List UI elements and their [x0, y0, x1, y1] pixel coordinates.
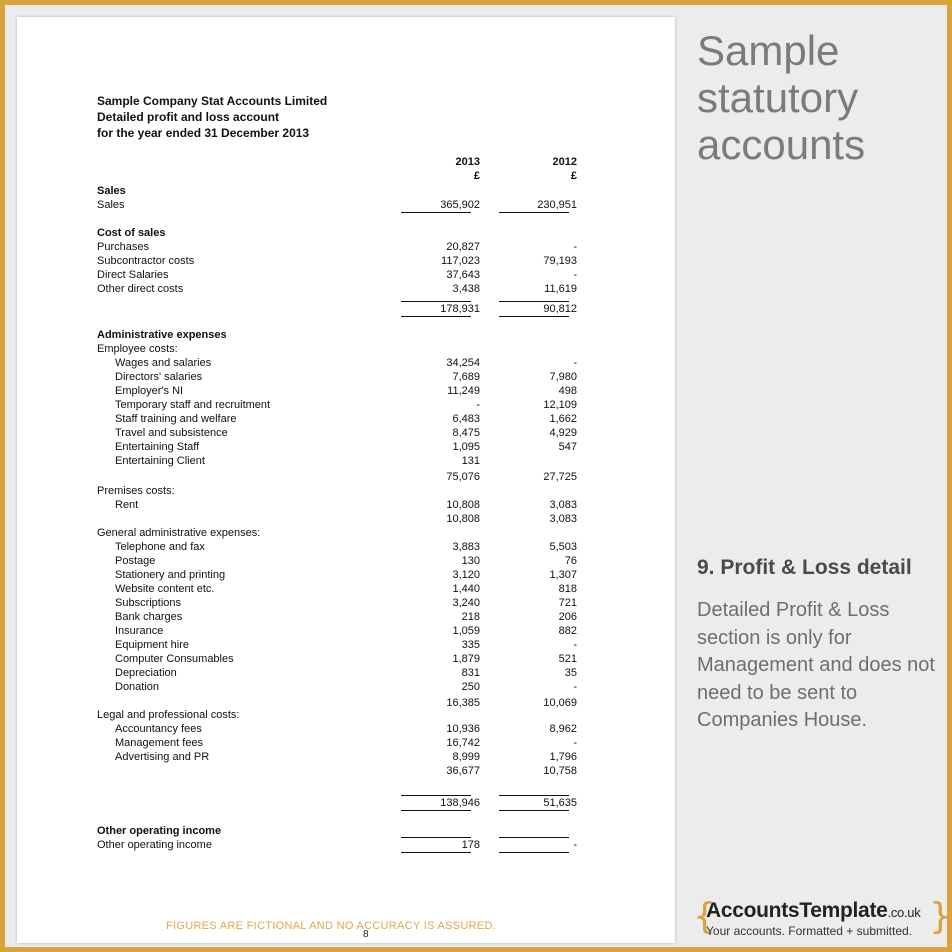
brace-right-icon: } [929, 896, 952, 937]
value-2012: - [573, 241, 577, 253]
total-rule-line [499, 837, 569, 838]
line-item-row [17, 680, 675, 694]
value-2012: - [573, 269, 577, 281]
line-item-row [17, 666, 675, 680]
brace-left-icon: { [693, 896, 716, 937]
side-title-line: Sample [697, 27, 840, 74]
line-label: Wages and salaries [115, 357, 212, 369]
total-rule-line [499, 810, 569, 811]
line-item-row [17, 426, 675, 440]
line-label: General administrative expenses: [97, 527, 261, 539]
line-label: Computer Consumables [115, 653, 234, 665]
value-2012: - [573, 737, 577, 749]
value-2012: 76 [564, 555, 577, 567]
value-2012: 11,619 [544, 283, 577, 295]
value-2012: 90,812 [543, 303, 577, 315]
subtotal-row [17, 796, 675, 810]
line-label: Donation [115, 681, 160, 693]
value-2013: 10,808 [446, 513, 480, 525]
value-2013: 10,936 [446, 723, 480, 735]
value-2012: 79,193 [543, 255, 577, 267]
line-item-row [17, 638, 675, 652]
value-2012: 5,503 [549, 541, 577, 553]
disclaimer: FIGURES ARE FICTIONAL AND NO ACCURACY IS ASSURED. [166, 920, 497, 932]
line-item-row [17, 540, 675, 554]
value-2012: 721 [558, 597, 577, 609]
line-item-row [17, 454, 675, 468]
value-2013: 1,059 [452, 625, 480, 637]
total-rule-line [401, 301, 471, 302]
value-2012: 12,109 [543, 399, 577, 411]
line-item-row [17, 484, 675, 498]
column-header-2012 [507, 155, 577, 183]
total-rule-line [499, 301, 569, 302]
line-item-row [17, 610, 675, 624]
subtotal-row [17, 470, 675, 484]
section-description: Detailed Profit & Loss section is only for Management and does not need to be sent to Companies House. [697, 599, 935, 731]
line-label: Cost of sales [97, 227, 166, 239]
line-item-row [17, 652, 675, 666]
value-2013: 16,385 [446, 697, 480, 709]
value-2012: - [573, 681, 577, 693]
value-2012: 7,980 [549, 371, 577, 383]
value-2013: 250 [461, 681, 480, 693]
brand-name-text: AccountsTemplate [706, 899, 888, 922]
column-year: 2013 [455, 156, 480, 168]
value-2012: 27,725 [543, 471, 577, 483]
subtotal-row [17, 302, 675, 316]
line-label: Direct Salaries [97, 269, 169, 281]
value-2013: 1,879 [452, 653, 480, 665]
line-label: Postage [115, 555, 156, 567]
value-2013: 365,902 [440, 199, 480, 211]
line-item-row [17, 526, 675, 540]
page-number: 8 [363, 929, 369, 940]
section-heading: 9. Profit & Loss detail [697, 556, 912, 579]
column-unit: £ [473, 170, 480, 182]
value-2012: 3,083 [549, 513, 577, 525]
total-rule-line [401, 810, 471, 811]
total-rule-line [401, 852, 471, 853]
value-2012: - [573, 357, 577, 369]
value-2012: 35 [564, 667, 577, 679]
brand-tld: .co.uk [887, 905, 921, 920]
line-label: Administrative expenses [97, 329, 227, 341]
total-rule-line [499, 212, 569, 213]
value-2013: 130 [461, 555, 480, 567]
line-item-row [17, 342, 675, 356]
brand-name [706, 899, 920, 923]
value-2012: 10,758 [543, 765, 577, 777]
line-label: Website content etc. [115, 583, 215, 595]
line-label: Insurance [115, 625, 164, 637]
value-2012: 1,307 [549, 569, 577, 581]
line-label: Other operating income [97, 839, 212, 851]
statement-header [97, 93, 327, 141]
value-2012: 1,796 [549, 751, 577, 763]
value-2013: 34,254 [446, 357, 480, 369]
value-2012: 230,951 [537, 199, 577, 211]
section-heading-row [17, 328, 675, 342]
line-item-row [17, 254, 675, 268]
line-label: Other operating income [97, 825, 222, 837]
line-label: Staff training and welfare [115, 413, 237, 425]
value-2012: - [573, 839, 577, 851]
value-2013: 3,240 [452, 597, 480, 609]
section-heading-row [17, 184, 675, 198]
total-rule-line [499, 795, 569, 796]
side-title [697, 27, 865, 168]
line-label: Management fees [115, 737, 204, 749]
value-2013: 20,827 [446, 241, 480, 253]
value-2013: 335 [461, 639, 480, 651]
section-heading-row [17, 824, 675, 838]
line-item-row [17, 498, 675, 512]
value-2012: - [573, 639, 577, 651]
line-item-row [17, 370, 675, 384]
line-label: Entertaining Client [115, 455, 205, 467]
line-label: Sales [97, 185, 126, 197]
line-item-row [17, 268, 675, 282]
value-2013: 36,677 [446, 765, 480, 777]
statement-period: for the year ended 31 December 2013 [97, 126, 310, 140]
value-2013: 3,120 [452, 569, 480, 581]
line-label: Employer's NI [115, 385, 184, 397]
column-year: 2012 [552, 156, 577, 168]
value-2013: 138,946 [440, 797, 480, 809]
value-2012: 206 [558, 611, 577, 623]
company-name: Sample Company Stat Accounts Limited [97, 94, 328, 108]
line-label: Premises costs: [97, 485, 175, 497]
value-2012: 3,083 [549, 499, 577, 511]
line-label: Stationery and printing [115, 569, 226, 581]
line-label: Purchases [97, 241, 149, 253]
value-2013: 218 [461, 611, 480, 623]
line-item-row [17, 624, 675, 638]
value-2013: 7,689 [452, 371, 480, 383]
value-2013: 37,643 [446, 269, 480, 281]
value-2013: - [476, 399, 480, 411]
value-2013: 8,475 [452, 427, 480, 439]
value-2012: 882 [558, 625, 577, 637]
line-item-row [17, 398, 675, 412]
value-2013: 831 [461, 667, 480, 679]
value-2013: 131 [461, 455, 480, 467]
value-2013: 1,095 [452, 441, 480, 453]
line-item-row [17, 440, 675, 454]
line-label: Subscriptions [115, 597, 182, 609]
subtotal-row [17, 512, 675, 526]
line-item-row [17, 412, 675, 426]
value-2013: 75,076 [446, 471, 480, 483]
line-label: Other direct costs [97, 283, 184, 295]
value-2013: 16,742 [446, 737, 480, 749]
value-2013: 8,999 [452, 751, 480, 763]
value-2012: 498 [558, 385, 577, 397]
value-2013: 10,808 [446, 499, 480, 511]
line-item-row [17, 198, 675, 212]
value-2012: 4,929 [549, 427, 577, 439]
line-label: Rent [115, 499, 139, 511]
value-2013: 3,438 [452, 283, 480, 295]
section-heading-row [17, 226, 675, 240]
line-item-row [17, 736, 675, 750]
total-rule-line [499, 852, 569, 853]
value-2013: 178,931 [440, 303, 480, 315]
line-label: Sales [97, 199, 125, 211]
line-label: Depreciation [115, 667, 177, 679]
column-unit: £ [570, 170, 577, 182]
line-item-row [17, 750, 675, 764]
total-rule-line [401, 316, 471, 317]
total-rule-line [401, 837, 471, 838]
line-label: Entertaining Staff [115, 441, 200, 453]
total-rule-line [499, 316, 569, 317]
line-item-row [17, 582, 675, 596]
line-label: Temporary staff and recruitment [115, 399, 271, 411]
value-2012: 51,635 [543, 797, 577, 809]
value-2012: 521 [558, 653, 577, 665]
value-2013: 3,883 [452, 541, 480, 553]
value-2013: 6,483 [452, 413, 480, 425]
column-header-2013 [410, 155, 480, 183]
line-item-row [17, 708, 675, 722]
statement-title: Detailed profit and loss account [97, 110, 280, 124]
value-2012: 1,662 [549, 413, 577, 425]
side-title-line: accounts [697, 121, 866, 168]
line-label: Legal and professional costs: [97, 709, 240, 721]
line-label: Advertising and PR [115, 751, 210, 763]
line-item-row [17, 240, 675, 254]
subtotal-row [17, 764, 675, 778]
value-2012: 8,962 [549, 723, 577, 735]
line-label: Subcontractor costs [97, 255, 195, 267]
statement-page [17, 17, 675, 943]
value-2012: 547 [558, 441, 577, 453]
line-item-row [17, 384, 675, 398]
line-item-row [17, 568, 675, 582]
value-2013: 117,023 [441, 255, 480, 267]
line-item-row [17, 554, 675, 568]
line-label: Bank charges [115, 611, 183, 623]
line-label: Equipment hire [115, 639, 189, 651]
line-label: Travel and subsistence [115, 427, 228, 439]
brand-tagline: Your accounts. Formatted + submitted. [706, 924, 912, 938]
value-2013: 1,440 [452, 583, 480, 595]
side-title-line: statutory [697, 74, 859, 121]
line-label: Employee costs: [97, 343, 178, 355]
value-2013: 11,249 [447, 385, 480, 397]
total-rule-line [401, 795, 471, 796]
line-label: Directors' salaries [115, 371, 203, 383]
line-item-row [17, 282, 675, 296]
total-rule-line [401, 212, 471, 213]
line-label: Telephone and fax [115, 541, 205, 553]
line-item-row [17, 356, 675, 370]
line-item-row [17, 596, 675, 610]
line-item-row [17, 838, 675, 852]
value-2012: 10,069 [543, 697, 577, 709]
value-2013: 178 [461, 839, 480, 851]
value-2012: 818 [558, 583, 577, 595]
line-label: Accountancy fees [115, 723, 202, 735]
line-item-row [17, 722, 675, 736]
brand-logo [693, 896, 952, 943]
